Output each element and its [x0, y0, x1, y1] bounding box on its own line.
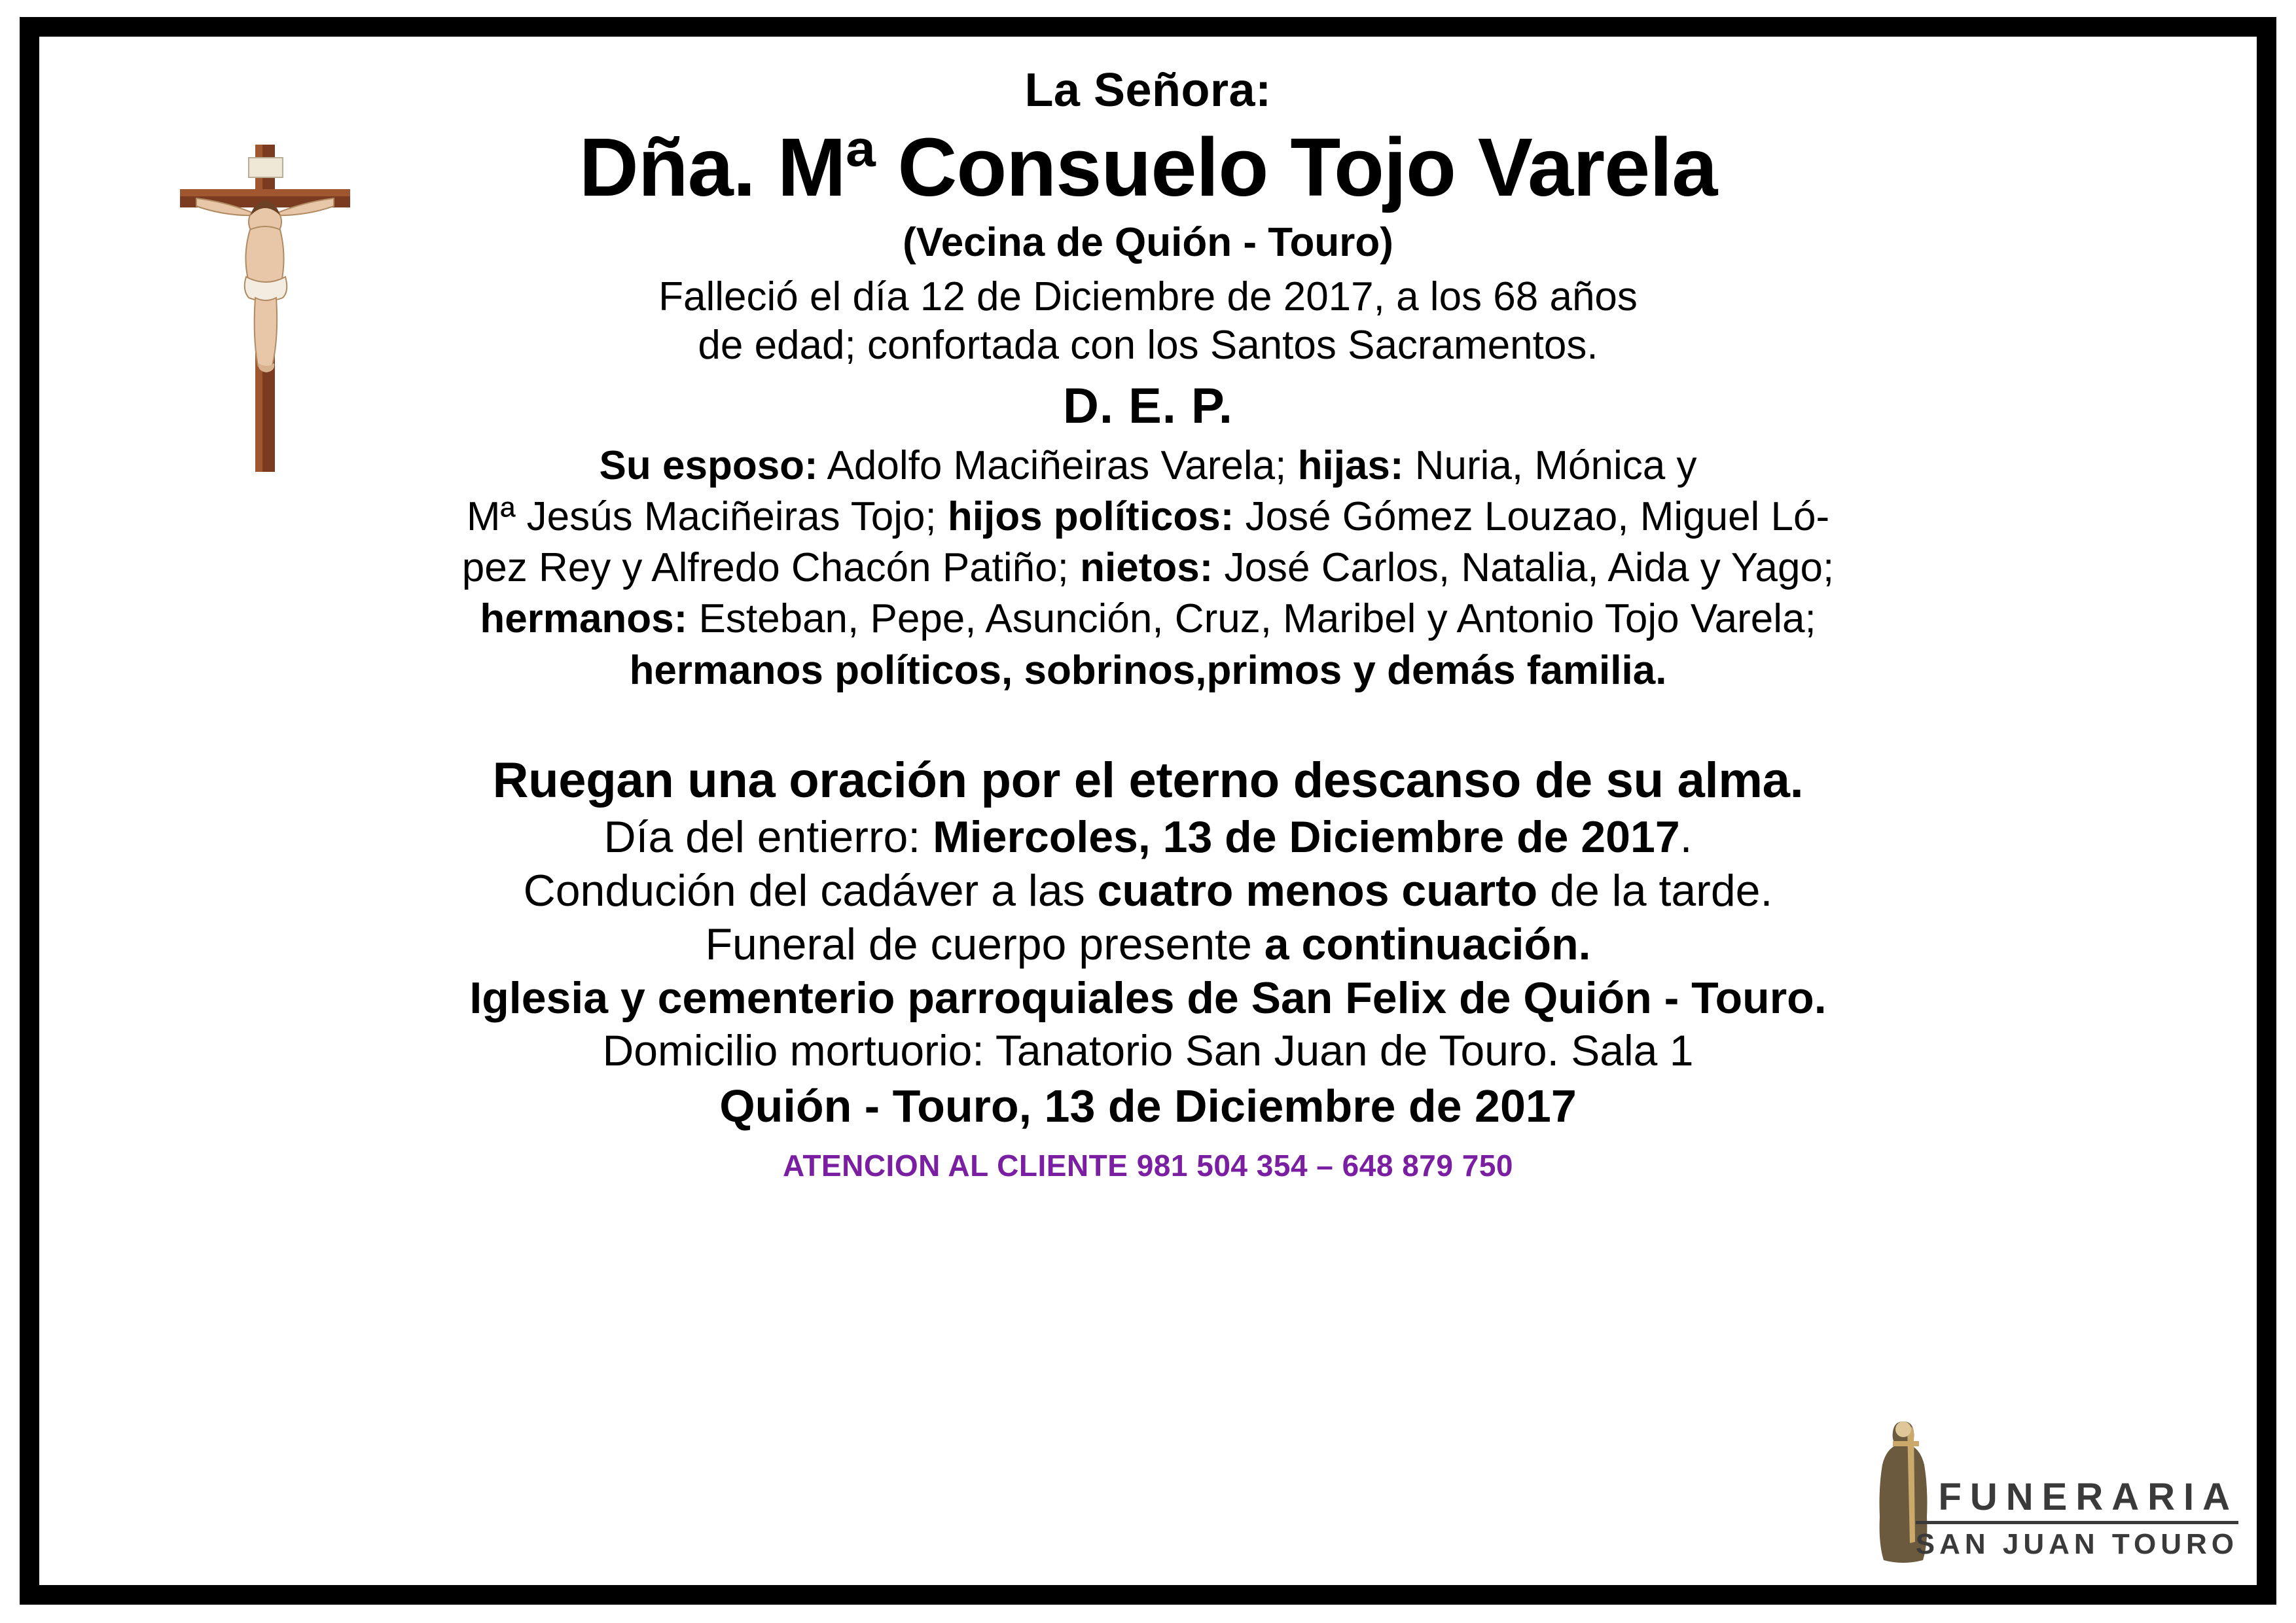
daughters-names-cont: Mª Jesús Maciñeiras Tojo; [466, 494, 948, 540]
prayer-request: Ruegan una oración por el eterno descanso de su alma. [492, 752, 1804, 808]
funeral-prefix: Funeral de cuerpo presente [705, 919, 1265, 970]
procession-time: cuatro menos cuarto [1097, 865, 1538, 916]
procession-prefix: Condución del cadáver a las [523, 865, 1098, 916]
poster-content [46, 43, 2250, 1578]
mortuary-line: Domicilio mortuorio: Tanatorio San Juan de Touro. Sala 1 [602, 1026, 1694, 1075]
logo-line-2: SAN JUAN TOURO [1915, 1528, 2238, 1560]
funeral-line [46, 919, 2250, 969]
place-and-date: Quión - Touro, 13 de Diciembre de 2017 [719, 1080, 1577, 1132]
burial-day-line [46, 812, 2250, 862]
daughters-label: hijas: [1297, 443, 1404, 489]
logo-divider [1916, 1521, 2238, 1524]
death-line-2: de edad; confortada con los Santos Sacramentos. [698, 322, 1598, 368]
salutation: La Señora: [1024, 64, 1272, 116]
death-line-1: Falleció el día 12 de Diciembre de 2017, a los 68 años [658, 274, 1638, 320]
residence: (Vecina de Quión - Touro) [903, 219, 1393, 265]
burial-label: Día del entierro: [603, 812, 933, 862]
spacer [46, 696, 2250, 753]
daughters-names: Nuria, Mónica y [1403, 443, 1697, 489]
customer-service-phone: ATENCION AL CLIENTE 981 504 354 – 648 879 750 [783, 1148, 1513, 1183]
siblings-names: Esteban, Pepe, Asunción, Cruz, Maribel y Antonio Tojo Varela; [687, 596, 1816, 642]
children-in-law-names-cont: pez Rey y Alfredo Chacón Patiño; [461, 545, 1081, 591]
procession-line [46, 866, 2250, 916]
grandchildren-names: José Carlos, Natalia, Aida y Yago; [1213, 545, 1835, 591]
children-in-law-names: José Gómez Louzao, Miguel Ló- [1234, 494, 1830, 540]
other-relatives: hermanos políticos, sobrinos,primos y demás familia. [629, 647, 1667, 693]
burial-date-suffix: . [1679, 812, 1693, 862]
funeral-home-logo [1916, 1478, 2238, 1559]
rest-in-peace: D. E. P. [1062, 378, 1234, 435]
obituary-text [46, 64, 2250, 1183]
children-in-law-label: hijos políticos: [947, 494, 1234, 540]
grandchildren-label: nietos: [1080, 545, 1213, 591]
funeral-time: a continuación. [1264, 919, 1591, 970]
logo-line-1: FUNERARIA [1938, 1476, 2238, 1518]
deceased-name: Dña. Mª Consuelo Tojo Varela [579, 120, 1717, 213]
spouse-names: Adolfo Maciñeiras Varela; [817, 443, 1298, 489]
burial-date: Miercoles, 13 de Diciembre de 2017 [933, 812, 1680, 862]
church-line: Iglesia y cementerio parroquiales de San Felix de Quión - Touro. [469, 973, 1827, 1024]
spouse-label: Su esposo: [599, 443, 818, 489]
family-list [46, 440, 2250, 696]
siblings-label: hermanos: [480, 596, 688, 642]
procession-suffix: de la tarde. [1537, 865, 1773, 916]
